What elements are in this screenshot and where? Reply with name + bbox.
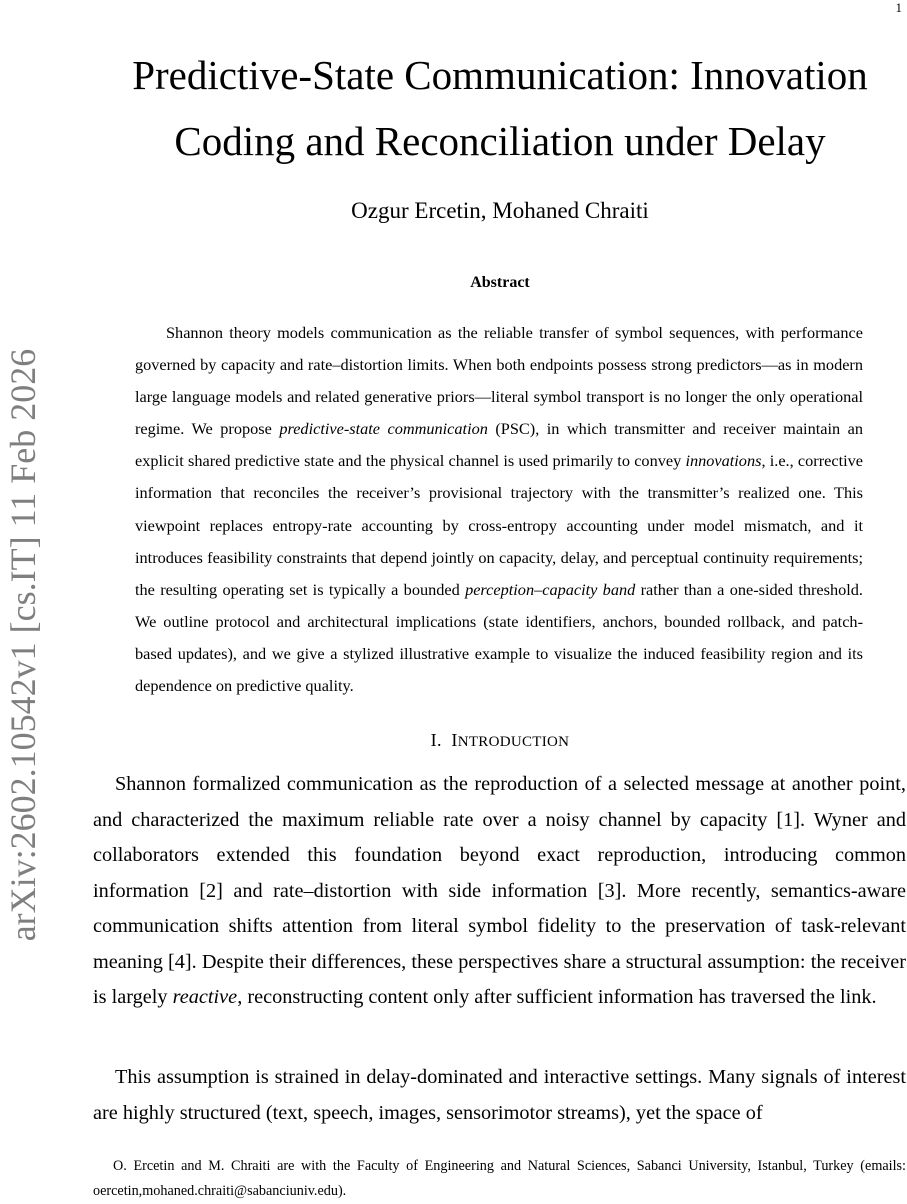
abstract-emphasis-band: perception–capacity band: [465, 579, 636, 599]
intro-paragraph-2: This assumption is strained in delay-dominated and interactive settings. Many signals of interest are highly structured (text, speech, images, sensorimotor streams), yet the space of: [93, 1066, 906, 1124]
abstract-text-4: rather than a one-sided threshold. We outline protocol and architectural implications (state identifiers, anchors, bounded rollback, and patch-based updates), and we give a stylized illustrative example to visualize the induced feasibility region and its dependence on predictive quality.: [135, 579, 863, 696]
intro-p1-text-1: Shannon formalized communication as the reproduction of a selected message at another point, and characterized the maximum reliable rate over a noisy channel by capacity [1]. Wyner and collaborators extended this foundation beyond exact reproduction, introducing common information [2] and rate–distortion with side information [3]. More recently, semantics-aware communication shifts attention from literal symbol fidelity to the preservation of task-relevant meaning [4]. Despite their differences, these perspectives share a structural assumption: the receiver is largely: [93, 773, 906, 1008]
abstract-emphasis-innovations: innovations: [685, 451, 762, 471]
abstract-text-2: (PSC), in which transmitter and receiver maintain an explicit shared predictive state and the physical channel is used primarily to convey: [135, 419, 863, 471]
intro-paragraph-1: [93, 767, 906, 1016]
section-title-rest: NTRODUCTION: [457, 734, 570, 750]
section-numeral: I.: [430, 730, 442, 750]
author-affiliation-footnote: O. Ercetin and M. Chraiti are with the Faculty of Engineering and Natural Sciences, Sabanci University, Istanbul, Turkey (emails: oercetin,mohaned.chraiti@sabanciuniv.edu).: [93, 1158, 906, 1199]
paper-title: Predictive-State Communication: Innovation Coding and Reconciliation under Delay: [132, 52, 868, 164]
intro-p1-emphasis: reactive: [172, 986, 238, 1008]
abstract-body: [135, 317, 863, 702]
abstract-text-3: , i.e., corrective information that reconciles the receiver’s provisional trajectory with the transmitter’s realized one. This viewpoint replaces entropy-rate accounting by cross-entropy accounting under model mismatch, and it introduces feasibility constraints that depend jointly on capacity, delay, and perceptual continuity requirements; the resulting operating set is typically a bounded: [135, 451, 863, 599]
section-heading-introduction: [100, 730, 900, 751]
arxiv-identifier-stamp: arXiv:2602.10542v1 [cs.IT] 11 Feb 2026: [3, 348, 43, 942]
abstract-heading: Abstract: [470, 274, 530, 291]
intro-p1-text-2: , reconstructing content only after sufficient information has traversed the link.: [237, 986, 877, 1008]
author-list: Ozgur Ercetin, Mohaned Chraiti: [351, 198, 649, 223]
section-title-initial: I: [451, 730, 458, 750]
page-number: 1: [895, 0, 902, 15]
abstract-text-1: Shannon theory models communication as the reliable transfer of symbol sequences, with performance governed by capacity and rate–distortion limits. When both endpoints possess strong predictors—as in modern large language models and related generative priors—literal symbol transport is no longer the only operational regime. We propose: [135, 323, 863, 439]
abstract-emphasis-psc: predictive-state communication: [279, 419, 488, 439]
